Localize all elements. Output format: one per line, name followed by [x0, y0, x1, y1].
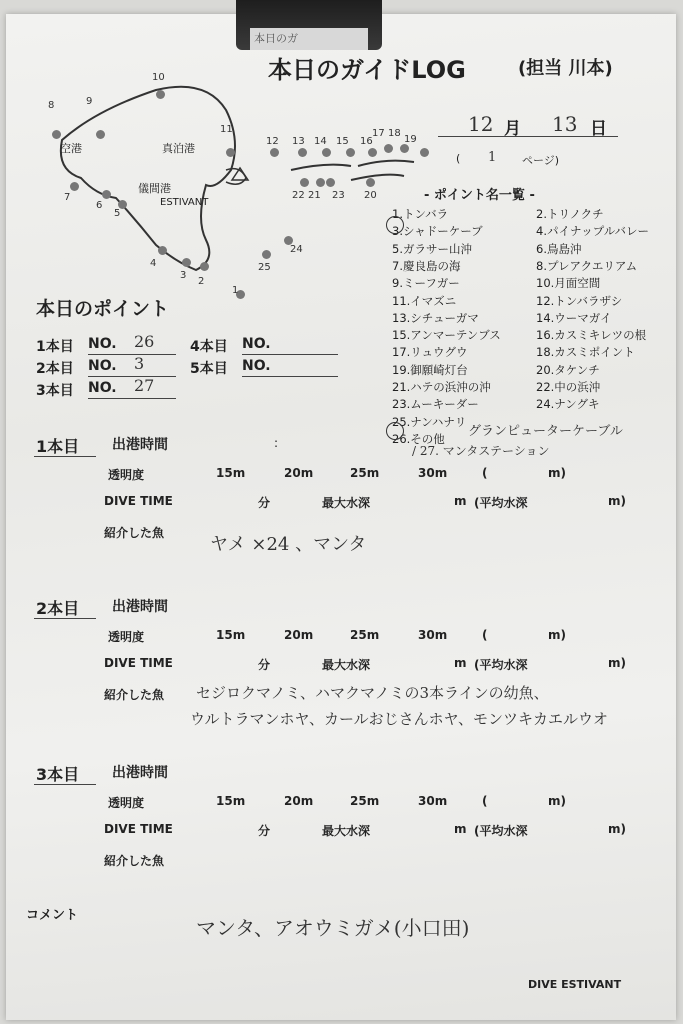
fish-introduced-label: 紹介した魚 [104, 526, 165, 540]
max-depth-unit: m [454, 494, 467, 508]
visibility-option[interactable]: 15m [216, 628, 246, 642]
point-list-item: 2.トリノクチ [536, 207, 604, 221]
max-depth-label: 最大水深 [322, 824, 371, 838]
point-list-item: 1.トンバラ [392, 207, 449, 221]
point-list-item: 23.ムーキーダー [392, 397, 479, 412]
page-title: 本日のガイドLOG [268, 56, 466, 84]
dive-title: 2本目 [36, 599, 80, 618]
point-list-item: 16.カスミキレツの根 [536, 328, 647, 343]
dive-slot-label: 5本目 [190, 361, 228, 377]
map-point-dot [300, 178, 309, 187]
point-list-item: 3.シャドーケーブ [392, 224, 483, 239]
map-point-number: 1 [232, 285, 239, 296]
dive-slot-label: 3本目 [36, 383, 74, 399]
map-point-number: 2 [198, 276, 205, 287]
page-open: ( [456, 152, 461, 165]
other-note-2: / 27. マンタステーション [412, 444, 550, 458]
visibility-option[interactable]: 15m [216, 794, 246, 808]
map-point-number: 23 [332, 190, 345, 201]
dive-time-label: DIVE TIME [104, 494, 173, 508]
map-point-dot [270, 148, 279, 157]
circle-mark-3 [386, 216, 404, 234]
avg-depth-unit: m) [608, 494, 626, 508]
binder-clip [236, 0, 382, 50]
point-list-item: 5.ガラサー山沖 [392, 241, 472, 256]
visibility-label: 透明度 [108, 630, 145, 644]
map-point-number: 25 [258, 262, 271, 273]
map-point-number: 22 [292, 190, 305, 201]
visibility-option[interactable]: 20m [284, 794, 314, 808]
map-point-number: 13 [292, 136, 305, 147]
avg-depth-label: (平均水深 [474, 658, 528, 672]
point-no-value[interactable]: 26 [134, 332, 155, 351]
map-point-dot [322, 148, 331, 157]
map-point-number: 8 [48, 100, 55, 111]
point-list-item: 4.パイナップルバレー [536, 224, 649, 239]
map-point-dot [420, 148, 429, 157]
point-list-item: 14.ウーマガイ [536, 310, 612, 325]
comment-text: マンタ、アオウミガメ(小口田) [196, 916, 470, 940]
departure-label: 出港時間 [112, 437, 168, 453]
minutes-unit: 分 [258, 824, 271, 838]
map-point-number: 4 [150, 258, 157, 269]
dive-title: 1本目 [36, 437, 80, 456]
point-no-label: NO. [88, 336, 117, 352]
map-point-dot [52, 130, 61, 139]
fish-introduced-label: 紹介した魚 [104, 854, 165, 868]
point-list-item: 20.タケンチ [536, 362, 600, 377]
map-point-dot [316, 178, 325, 187]
visibility-option[interactable]: m) [548, 794, 566, 808]
avg-depth-unit: m) [608, 656, 626, 670]
dive-title-underline [34, 456, 96, 457]
map-point-number: 9 [86, 96, 93, 107]
minutes-unit: 分 [258, 658, 271, 672]
map-point-dot [226, 148, 235, 157]
map-point-number: 3 [180, 270, 187, 281]
minutes-unit: 分 [258, 496, 271, 510]
map-point-dot [70, 182, 79, 191]
footer-brand: DIVE ESTIVANT [528, 978, 622, 991]
dive-slot-label: 2本目 [36, 361, 74, 377]
points-list-title: - ポイント名一覧 - [424, 188, 535, 203]
map-place-mahari: 真泊港 [162, 142, 195, 155]
map-point-number: 17 [372, 128, 385, 139]
point-no-value[interactable]: 27 [134, 376, 155, 395]
point-no-value[interactable]: 3 [134, 354, 145, 373]
fish-introduced-text-2[interactable]: ウルトラマンホヤ、カールおじさんホヤ、モンツキカエルウオ [190, 710, 609, 728]
dive-title-underline [34, 784, 96, 785]
date-day: 13 [552, 112, 578, 136]
map-point-number: 5 [114, 208, 121, 219]
max-depth-label: 最大水深 [322, 658, 371, 672]
date-month-unit: 月 [504, 119, 521, 139]
dive-slot-label: 1本目 [36, 339, 74, 355]
map-point-number: 18 [388, 128, 401, 139]
map-point-dot [400, 144, 409, 153]
fish-introduced-text[interactable]: セジロクマノミ、ハマクマノミの3本ラインの幼魚、 [196, 684, 549, 702]
map-point-number: 16 [360, 136, 373, 147]
fish-introduced-text[interactable]: ヤメ ×24 、マンタ [210, 534, 367, 555]
map-point-number: 15 [336, 136, 349, 147]
visibility-option[interactable]: 25m [350, 466, 380, 480]
point-list-item: 9.ミーフガー [392, 276, 460, 291]
comment-label: コメント [26, 908, 79, 923]
point-no-label: NO. [242, 336, 271, 352]
map-place-airport: 空港 [60, 142, 82, 155]
map-point-dot [384, 144, 393, 153]
avg-depth-unit: m) [608, 822, 626, 836]
point-list-item: 24.ナングキ [536, 397, 600, 412]
max-depth-unit: m [454, 656, 467, 670]
map-point-dot [262, 250, 271, 259]
map-point-number: 14 [314, 136, 327, 147]
map-point-dot [182, 258, 191, 267]
map-place-gima: 儀間港 [138, 182, 171, 195]
map-point-dot [368, 148, 377, 157]
map-point-number: 6 [96, 200, 103, 211]
map-point-number: 21 [308, 190, 321, 201]
map-place-estivant: ESTIVANT [160, 197, 209, 208]
point-list-item: 21.ハテの浜沖の沖 [392, 380, 491, 394]
point-list-item: 26.その他 [392, 431, 445, 446]
avg-depth-label: (平均水深 [474, 496, 528, 510]
point-list-item: 11.イマズニ [392, 293, 457, 308]
visibility-option[interactable]: 25m [350, 628, 380, 642]
page-unit: ページ) [522, 154, 560, 167]
circle-mark-26 [386, 422, 404, 440]
visibility-option[interactable]: 25m [350, 794, 380, 808]
visibility-label: 透明度 [108, 796, 145, 810]
visibility-option[interactable]: ( [482, 628, 488, 642]
point-list-item: 6.鳥島沖 [536, 241, 582, 256]
dive-slot-label: 4本目 [190, 339, 228, 355]
map-point-number: 10 [152, 72, 165, 83]
dive-title: 3本目 [36, 765, 80, 784]
visibility-label: 透明度 [108, 468, 145, 482]
map-point-dot [96, 130, 105, 139]
point-list-item: 12.トンバラザシ [536, 293, 623, 308]
avg-depth-label: (平均水深 [474, 824, 528, 838]
point-list-item: 13.シチューガマ [392, 310, 479, 325]
point-list-item: 18.カスミポイント [536, 345, 635, 360]
visibility-option[interactable]: 30m [418, 794, 448, 808]
max-depth-label: 最大水深 [322, 496, 371, 510]
dive-title-underline [34, 618, 96, 619]
point-list-item: 10.月面空間 [536, 276, 601, 291]
visibility-option[interactable]: 15m [216, 466, 246, 480]
date-day-unit: 日 [590, 119, 607, 139]
point-list-item: 22.中の浜沖 [536, 380, 601, 394]
map-point-dot [156, 90, 165, 99]
point-list-item: 17.リュウグウ [392, 345, 468, 360]
map-point-number: 12 [266, 136, 279, 147]
map-point-number: 11 [220, 124, 233, 135]
max-depth-unit: m [454, 822, 467, 836]
point-no-label: NO. [88, 358, 117, 374]
guide-name: (担当 川本) [518, 58, 613, 79]
map-point-number: 24 [290, 244, 303, 255]
clip-label: 本日のガ [254, 32, 298, 45]
visibility-option[interactable]: ( [482, 466, 488, 480]
fish-introduced-label: 紹介した魚 [104, 688, 165, 702]
visibility-option[interactable]: m) [548, 466, 566, 480]
map-point-number: 7 [64, 192, 71, 203]
map-point-dot [200, 262, 209, 271]
visibility-option[interactable]: 30m [418, 628, 448, 642]
todays-points-title: 本日のポイント [36, 298, 170, 320]
visibility-option[interactable]: 20m [284, 466, 314, 480]
point-list-item: 25.ナンハナリ [392, 414, 467, 429]
dive-time-label: DIVE TIME [104, 822, 173, 836]
dive-time-label: DIVE TIME [104, 656, 173, 670]
point-list-item: 15.アンマーテンブス [392, 328, 501, 343]
point-no-label: NO. [242, 358, 271, 374]
visibility-option[interactable]: ( [482, 794, 488, 808]
date-month: 12 [468, 112, 494, 136]
map-point-number: 19 [404, 134, 417, 145]
map-point-dot [326, 178, 335, 187]
visibility-option[interactable]: 20m [284, 628, 314, 642]
map-point-number: 20 [364, 190, 377, 201]
departure-label: 出港時間 [112, 765, 168, 781]
point-list-item: 7.慶良島の海 [392, 258, 461, 273]
map-point-dot [346, 148, 355, 157]
map-point-dot [102, 190, 111, 199]
visibility-option[interactable]: m) [548, 628, 566, 642]
point-list-item: 8.プレアクエリアム [536, 258, 638, 273]
visibility-option[interactable]: 30m [418, 466, 448, 480]
point-list-item: 19.御願崎灯台 [392, 362, 468, 377]
page-number: 1 [488, 150, 497, 165]
point-no-label: NO. [88, 380, 117, 396]
departure-colon: : [274, 436, 279, 450]
map-point-dot [366, 178, 375, 187]
map-point-dot [298, 148, 307, 157]
departure-label: 出港時間 [112, 599, 168, 615]
map-point-dot [158, 246, 167, 255]
other-note-1: グランピューターケーブル [468, 424, 623, 439]
